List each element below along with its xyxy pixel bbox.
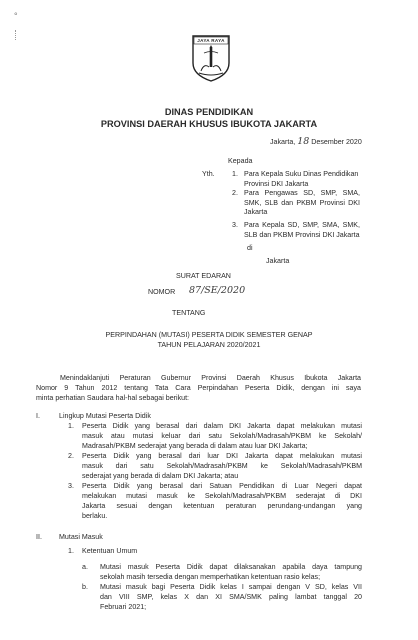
s1-item1-line1: Peserta Didik yang berasal dari dalam DKI Jakarta dapat melakukan mutasi <box>82 422 362 430</box>
recipient-city: Jakarta <box>266 257 290 265</box>
nomor-label: NOMOR <box>148 288 176 296</box>
recipient-2-line2: SMK, SLB dan PKBM Provinsi DKI <box>244 199 360 207</box>
s2-sub-title: Ketentuan Umum <box>82 547 138 555</box>
letterhead-line1: DINAS PENDIDIKAN <box>164 107 254 117</box>
section1-title: Lingkup Mutasi Peserta Didik <box>59 412 151 420</box>
date-rest: Desember 2020 <box>311 138 362 146</box>
recipient-1-num: 1. <box>232 170 238 178</box>
yth-label: Yth. <box>202 170 215 178</box>
kepada-label: Kepada <box>228 157 253 165</box>
s2-item-b-line1: Mutasi masuk bagi Peserta Didik kelas I sampai dengan V SD, kelas VII <box>100 583 362 591</box>
letterhead-line2: PROVINSI DAERAH KHUSUS IBUKOTA JAKARTA <box>100 119 318 129</box>
s2-item-a-line1: Mutasi masuk Peserta Didik dapat dilaksanakan apabila daya tampung <box>100 563 362 571</box>
s1-item1-num: 1. <box>68 422 74 430</box>
recipient-3-line2: SLB dan PKBM Provinsi DKI Jakarta <box>244 231 360 239</box>
letter-date <box>270 137 362 148</box>
tentang-label: TENTANG <box>172 309 206 317</box>
s1-item2-line2: masuk dari satu Sekolah/Madrasah/PKBM ke Sekolah/Madrasah/PKBM <box>82 462 362 470</box>
s1-item3-line1: Peserta Didik yang berasal dari Satuan Pendidikan di Luar Negeri dapat <box>82 482 362 490</box>
corner-mark: ° <box>14 11 18 21</box>
s2-item-b-line3: Februari 2021; <box>100 603 147 611</box>
s2-item-b-line2: dan VIII SMP, kelas X dan XI SMA/SMK paling lambat tanggal 20 <box>100 593 362 601</box>
jakarta-emblem <box>190 33 232 83</box>
date-prefix: Jakarta, <box>270 138 296 146</box>
s2-sub-num: 1. <box>68 547 74 555</box>
s1-item2-line3: sederajat yang berada di dalam DKI Jakarta; atau <box>82 472 239 480</box>
recipient-2-line1: Para Pengawas SD, SMP, SMA, <box>244 189 360 197</box>
recipient-di: di <box>247 244 253 252</box>
s1-item3-line4: berlaku. <box>82 512 108 520</box>
section2-title: Mutasi Masuk <box>59 533 103 541</box>
intro-line2: Nomor 9 Tahun 2012 tentang Tata Cara Perpindahan Peserta Didik, dengan ini saya <box>36 384 361 392</box>
s1-item3-line2: melakukan mutasi masuk ke Sekolah/Madrasah/PKBM sederajat di DKI <box>82 492 362 500</box>
section2-num: II. <box>36 533 42 541</box>
recipient-1-line2: Provinsi DKI Jakarta <box>244 180 309 188</box>
subject-line1: PERPINDAHAN (MUTASI) PESERTA DIDIK SEMESTER GENAP <box>105 331 313 339</box>
subject-line2: TAHUN PELAJARAN 2020/2021 <box>157 341 261 349</box>
intro-line3: minta perhatian Saudara hal-hal sebagai berikut: <box>36 394 190 402</box>
recipient-2-line3: Jakarta <box>244 208 268 216</box>
margin-dots <box>15 30 17 40</box>
s1-item2-line1: Peserta Didik yang berasal dari luar DKI Jakarta dapat melakukan mutasi <box>82 452 362 460</box>
date-day: 18 <box>297 136 310 147</box>
recipient-1-line1: Para Kepala Suku Dinas Pendidikan <box>244 170 359 178</box>
recipient-3-num: 3. <box>232 221 238 229</box>
intro-line1: Menindaklanjuti Peraturan Gubernur Provinsi Daerah Khusus Ibukota Jakarta <box>60 374 361 382</box>
s2-item-a-num: a. <box>82 563 88 571</box>
letter-type: SURAT EDARAN <box>176 272 231 280</box>
s2-item-b-num: b. <box>82 583 88 591</box>
s1-item3-line3: Jakarta sesuai dengan ketentuan peraturan perundang-undangan yang <box>82 502 362 510</box>
section1-num: I. <box>36 412 40 420</box>
recipient-3-line1: Para Kepala SD, SMP, SMA, SMK, <box>244 221 360 229</box>
s1-item3-num: 3. <box>68 482 74 490</box>
emblem-motto: JAYA RAYA <box>197 37 225 43</box>
s1-item2-num: 2. <box>68 452 74 460</box>
nomor-value: 87/SE/2020 <box>189 285 246 296</box>
recipient-2-num: 2. <box>232 189 238 197</box>
s1-item1-line2: masuk atau mutasi keluar dari satu Sekolah/Madrasah/PKBM ke Sekolah/ <box>82 432 362 440</box>
s1-item1-line3: Madrasah/PKBM sederajat yang berada di dalam atau luar DKI Jakarta; <box>82 442 308 450</box>
s2-item-a-line2: sekolah masih tersedia dengan memperhatikan ketentuan rasio kelas; <box>100 573 321 581</box>
